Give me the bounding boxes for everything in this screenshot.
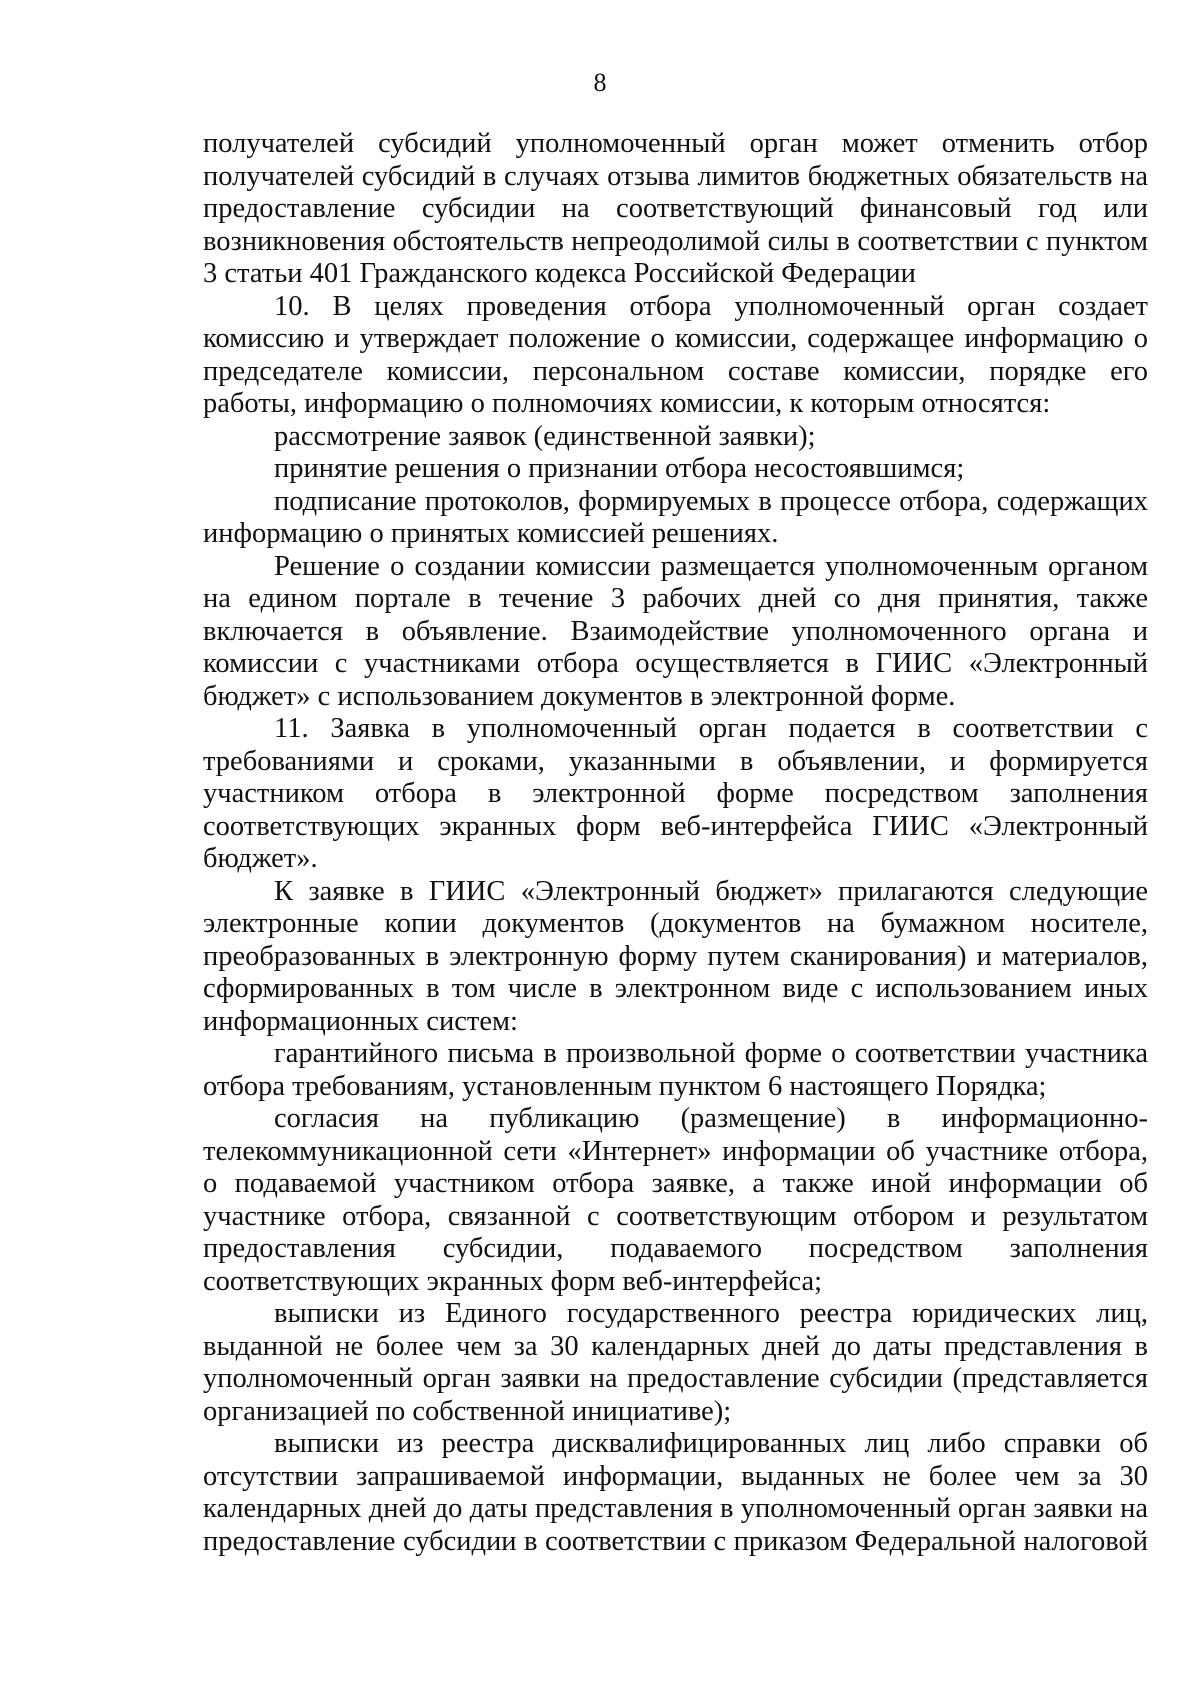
page-number: 8 — [593, 68, 607, 97]
paragraph-commission-power-3: подписание протоколов, формируемых в процессе отбора, содержащих информацию о принятых комиссией решениях. — [203, 485, 1148, 549]
paragraph-guarantee-letter: гарантийного письма в произвольной форме о соответствии участника отбора требованиям, установленным пунктом 6 настоящего Порядка; — [203, 1038, 1148, 1102]
paragraph-disqualified-registry: выписки из реестра дисквалифицированных лиц либо справки об отсутствии запрашиваемой информации, выданных не более чем за 30 календарных дней до даты представления в уполномоченный орган заявки на предоставление субсидии в соответствии с приказом Федеральной налоговой — [203, 1428, 1148, 1557]
paragraph-egrul-extract: выписки из Единого государственного реестра юридических лиц, выданной не более чем за 30 календарных дней до даты представления в уполномоченный орган заявки на предоставление субсидии (представляется организацией по собственной инициативе); — [203, 1298, 1148, 1427]
paragraph-item-10: 10. В целях проведения отбора уполномоченный орган создает комиссию и утверждает положение о комиссии, содержащее информацию о председателе комиссии, персональном составе комиссии, порядке его работы, информацию о полномочиях комиссии, к которым относятся: — [203, 290, 1148, 419]
paragraph-attachments-intro: К заявке в ГИИС «Электронный бюджет» прилагаются следующие электронные копии документов (документов на бумажном носителе, преобразованных в электронную форму путем сканирования) и материалов, сформированных в том числе в электронном виде с использованием иных информационных систем: — [203, 875, 1148, 1037]
document-body — [203, 128, 1148, 1558]
paragraph-item-11: 11. Заявка в уполномоченный орган подается в соответствии с требованиями и сроками, указанными в объявлении, и формируется участником отбора в электронной форме посредством заполнения соответствующих экранных форм веб-интерфейса ГИИС «Электронный бюджет». — [203, 713, 1148, 874]
paragraph-commission-power-2: принятие решения о признании отбора несостоявшимся; — [274, 453, 965, 484]
paragraph-commission-power-1: рассмотрение заявок (единственной заявки); — [274, 420, 816, 452]
paragraph-publication-consent: согласия на публикацию (размещение) в информационно-телекоммуникационной сети «Интернет» информации об участнике отбора, о подаваемой участником отбора заявке, а также иной информации об участнике отбора, связанной с соответствующим отбором и результатом предоставления субсидии, подаваемого посредством заполнения соответствующих экранных форм веб-интерфейса; — [203, 1103, 1148, 1297]
paragraph-continuation: получателей субсидий уполномоченный орган может отменить отбор получателей субсидий в случаях отзыва лимитов бюджетных обязательств на предоставление субсидии на соответствующий финансовый год или возникновения обстоятельств непреодолимой силы в соответствии с пунктом 3 статьи 401 Гражданского кодекса Российской Федерации — [203, 128, 1148, 289]
paragraph-commission-decision: Решение о создании комиссии размещается уполномоченным органом на едином портале в течение 3 рабочих дней со дня принятия, также включается в объявление. Взаимодействие уполномоченного органа и комиссии с участниками отбора осуществляется в ГИИС «Электронный бюджет» с использованием документов в электронной форме. — [203, 550, 1148, 712]
